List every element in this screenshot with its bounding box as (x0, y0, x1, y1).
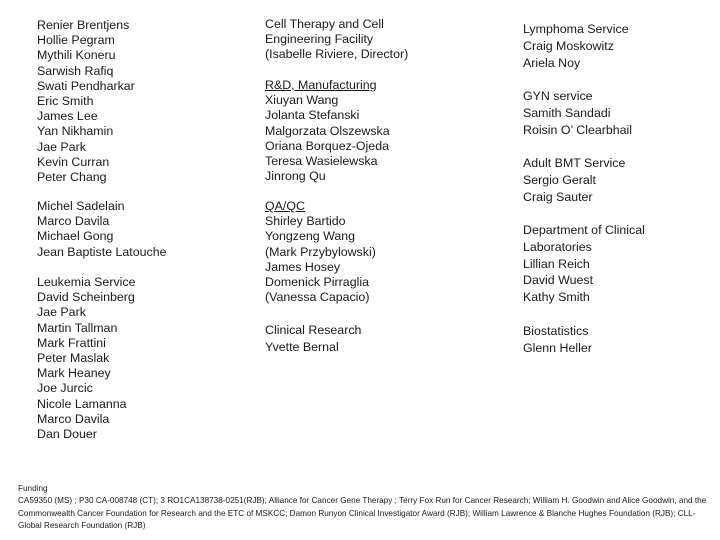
funding-section (18, 483, 708, 532)
clinical-laboratories-group (523, 222, 645, 306)
member-name: Kathy Smith (523, 290, 590, 305)
member-name: Shirley Bartido (265, 214, 346, 229)
member-name: Craig Moskowitz (523, 38, 614, 53)
facility-director: (Isabelle Riviere, Director) (265, 47, 409, 62)
member-name: Domenick Pirraglia (265, 275, 369, 290)
member-name: Glenn Heller (523, 340, 592, 355)
member-name: Jolanta Stefanski (265, 108, 360, 123)
funding-text: CA59350 (MS) ; P30 CA-008748 (CT); 3 RO1CA138738-0251(RJB); Alliance for Cancer Gene Therapy ; Terry Fox Run for Cancer Research; William H. Goodwin and Alice Goodwin, and the Commonwealth Cancer Foundation for Research and the ETC of MSKCC; Damon Runyon Clinical Investigator Award (RJB); William Lawrence & Blanche Hughes Foundation (RJB); CLL-Global Research Foundation (RJB) (18, 496, 707, 530)
member-name: Mark Frattini (37, 335, 106, 350)
member-name: Martin Tallman (37, 320, 118, 335)
group-heading: Clinical Research (265, 323, 362, 337)
member-name: Jae Park (37, 305, 86, 320)
group-heading: Laboratories (523, 239, 592, 254)
group-heading: Lymphoma Service (523, 22, 629, 36)
member-name: Teresa Wasielewska (265, 154, 378, 169)
gyn-service-group (523, 88, 632, 138)
member-name: Hollie Pegram (37, 33, 115, 48)
member-name: Michel Sadelain (37, 199, 125, 213)
member-name: David Scheinberg (37, 290, 135, 305)
member-name: Oriana Borquez-Ojeda (265, 138, 389, 153)
adult-bmt-service-group (523, 155, 625, 205)
member-name: Joe Jurcic (37, 381, 93, 396)
member-name: Samith Sandadi (523, 105, 611, 120)
member-name: Nicole Lamanna (37, 396, 127, 411)
member-name: Roisin O’ Clearbhail (523, 122, 633, 137)
facility-title: Engineering Facility (265, 32, 374, 47)
cell-therapy-facility-group (265, 17, 408, 63)
lymphoma-service-group (523, 21, 629, 71)
group-heading: Leukemia Service (37, 275, 136, 289)
member-name: Peter Chang (37, 170, 107, 185)
member-name: Swati Pendharkar (37, 78, 135, 93)
member-name: (Mark Przybylowski) (265, 244, 376, 259)
member-name: Dan Douer (37, 427, 97, 442)
member-name: Yvette Bernal (265, 339, 339, 354)
qa-qc-group (265, 199, 376, 305)
member-name: (Vanessa Capacio) (265, 290, 370, 305)
member-name: Craig Sauter (523, 189, 593, 204)
member-name: Jinrong Qu (265, 169, 326, 184)
team-sadelain-group (37, 199, 167, 260)
member-name: Yongzeng Wang (265, 229, 356, 244)
member-name: Lillian Reich (523, 256, 590, 271)
member-name: Mythili Koneru (37, 48, 116, 63)
member-name: Ariela Noy (523, 55, 581, 70)
clinical-research-group (265, 322, 361, 356)
group-heading: GYN service (523, 89, 593, 103)
member-name: Renier Brentjens (37, 18, 130, 32)
qa-qc-heading: QA/QC (265, 199, 305, 213)
rd-manufacturing-group (265, 78, 390, 184)
rd-manufacturing-heading: R&D, Manufacturing (265, 78, 377, 92)
member-name: Yan Nikhamin (37, 124, 114, 139)
member-name: James Hosey (265, 259, 341, 274)
team-brentjens-group (37, 18, 135, 185)
member-name: Jae Park (37, 139, 86, 154)
member-name: James Lee (37, 109, 98, 124)
group-heading: Department of Clinical (523, 223, 645, 237)
member-name: Sarwish Rafiq (37, 63, 114, 78)
member-name: Kevin Curran (37, 154, 110, 169)
member-name: Xiuyan Wang (265, 93, 339, 108)
member-name: Malgorzata Olszewska (265, 123, 390, 138)
member-name: David Wuest (523, 273, 594, 288)
leukemia-service-group (37, 275, 135, 442)
member-name: Peter Maslak (37, 351, 110, 366)
member-name: Mark Heaney (37, 366, 111, 381)
group-heading: Adult BMT Service (523, 156, 626, 170)
member-name: Sergio Geralt (523, 172, 597, 187)
member-name: Eric Smith (37, 94, 94, 109)
facility-title: Cell Therapy and Cell (265, 17, 384, 31)
member-name: Marco Davila (37, 214, 110, 229)
biostatistics-group (523, 323, 592, 357)
funding-heading: Funding (18, 484, 48, 493)
member-name: Marco Davila (37, 411, 110, 426)
member-name: Michael Gong (37, 229, 114, 244)
group-heading: Biostatistics (523, 324, 589, 338)
member-name: Jean Baptiste Latouche (37, 244, 167, 259)
